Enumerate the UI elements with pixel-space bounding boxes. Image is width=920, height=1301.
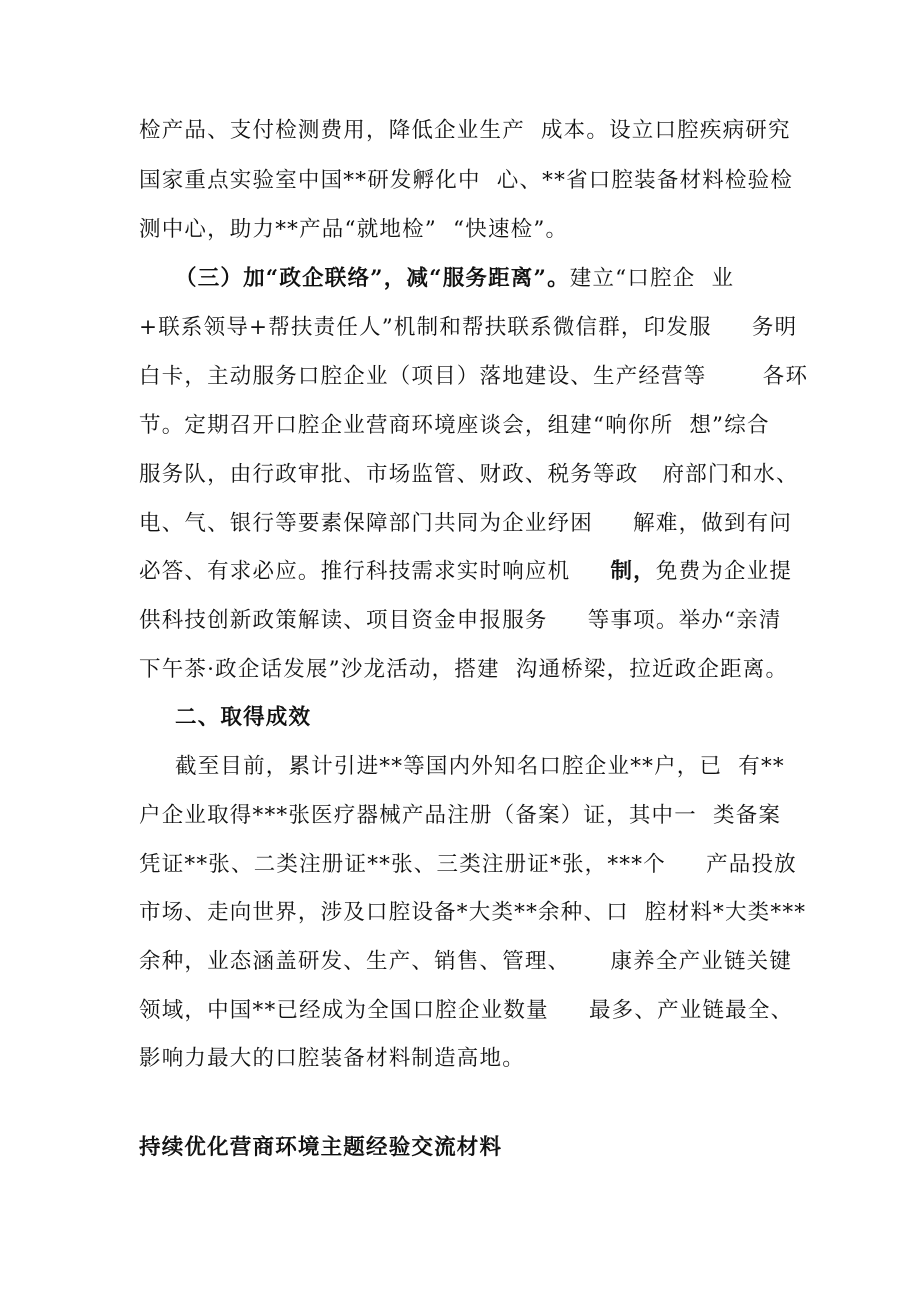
paragraph-line: 领域，中国**已经成为全国口腔企业数量 最多、产业链最全、 bbox=[139, 998, 794, 1023]
bold-text: 制， bbox=[610, 559, 656, 584]
paragraph-line: 凭证**张、二类注册证**张、三类注册证*张，***个 产品投放 bbox=[139, 852, 797, 877]
paragraph-line: 测中心，助力**产品“就地检” “快速检”。 bbox=[139, 217, 569, 242]
paragraph-line: 余种，业态涵盖研发、生产、销售、管理、 康养全产业链关键 bbox=[139, 949, 793, 974]
paragraph-line: 截至目前，累计引进**等国内外知名口腔企业**户，已 有** bbox=[175, 754, 785, 779]
paragraph-text: 必答、有求必应。推行科技需求实时响应机 bbox=[139, 559, 611, 584]
paragraph-line: 下午茶·政企话发展”沙龙活动，搭建 沟通桥梁，拉近政企距离。 bbox=[139, 657, 789, 682]
paragraph-line: 白卡，主动服务口腔企业（项目）落地建设、生产经营等 各环 bbox=[139, 364, 809, 389]
paragraph-line: +联系领导+帮扶责任人”机制和帮扶联系微信群，印发服 务明 bbox=[139, 315, 798, 340]
subsection-heading: （三）加“政企联络”，减“服务距离”。 bbox=[175, 266, 570, 291]
paragraph-line: 节。定期召开口腔企业营商环境座谈会，组建“响你所 想”综合 bbox=[139, 413, 770, 438]
paragraph-line: 户企业取得***张医疗器械产品注册（备案）证，其中一 类备案 bbox=[139, 803, 782, 828]
paragraph-line bbox=[175, 264, 875, 294]
paragraph-line: 服务队，由行政审批、市场监管、财政、税务等政 府部门和水、 bbox=[139, 462, 799, 487]
paragraph-line: 国家重点实验室中国**研发孵化中 心、**省口腔装备材料检验检 bbox=[139, 168, 794, 193]
paragraph-line: 检产品、支付检测费用，降低企业生产 成本。设立口腔疾病研究 bbox=[139, 118, 791, 143]
section-heading: 二、取得成效 bbox=[175, 705, 312, 730]
paragraph-line: 电、气、银行等要素保障部门共同为企业纾困 解难，做到有问 bbox=[139, 511, 793, 536]
document-title: 持续优化营商环境主题经验交流材料 bbox=[139, 1135, 503, 1160]
paragraph-line: 供科技创新政策解读、项目资金申报服务 等事项。举办“亲清 bbox=[139, 608, 782, 633]
paragraph-text: 建立“口腔企 业 bbox=[569, 266, 735, 291]
paragraph-line bbox=[139, 557, 839, 587]
paragraph-line: 市场、走向世界，涉及口腔设备*大类**余种、口 腔材料*大类*** bbox=[139, 900, 807, 925]
paragraph-text: 免费为企业提 bbox=[655, 559, 793, 584]
paragraph-line: 影响力最大的口腔装备材料制造高地。 bbox=[139, 1046, 525, 1071]
